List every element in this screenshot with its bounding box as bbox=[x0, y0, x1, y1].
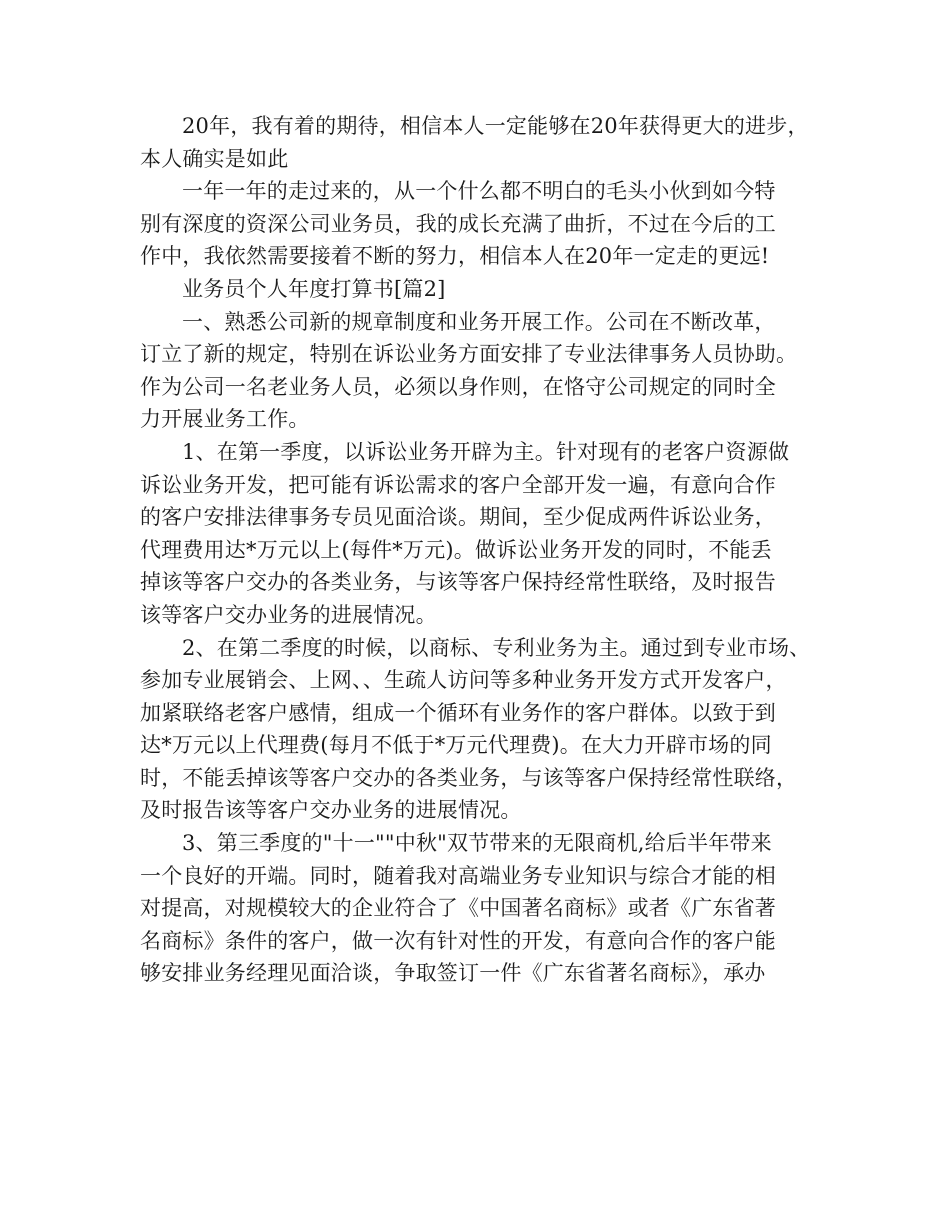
text-line: 时，不能丢掉该等客户交办的各类业务，与该等客户保持经常性联络， bbox=[140, 765, 798, 790]
text-line: 名商标》条件的客户，做一次有针对性的开发，有意向合作的客户能 bbox=[140, 928, 776, 953]
text-line: 一个良好的开端。同时，随着我对高端业务专业知识与综合才能的相 bbox=[140, 863, 776, 888]
document-body bbox=[140, 110, 830, 990]
text-line: 诉讼业务开发，把可能有诉讼需求的客户全部开发一遍，有意向合作 bbox=[140, 472, 776, 497]
text-line: 别有深度的资深公司业务员，我的成长充满了曲折，不过在今后的工 bbox=[140, 211, 776, 236]
text-line: 达*万元以上代理费(每月不低于*万元代理费)。在大力开辟市场的同 bbox=[140, 733, 772, 758]
text-line: 作中，我依然需要接着不断的努力，相信本人在20年一定走的更远! bbox=[140, 244, 770, 269]
paragraph bbox=[140, 306, 830, 436]
paragraph bbox=[140, 632, 830, 828]
section-heading bbox=[140, 273, 830, 306]
text-line: 代理费用达*万元以上(每件*万元)。做诉讼业务开发的同时，不能丢 bbox=[140, 537, 772, 562]
paragraph bbox=[140, 175, 830, 273]
text-line: 该等客户交办业务的进展情况。 bbox=[140, 602, 437, 627]
text-line: 2、在第二季度的时候，以商标、专利业务为主。通过到专业市场、 bbox=[182, 635, 811, 660]
text-line: 作为公司一名老业务人员，必须以身作则，在恪守公司规定的同时全 bbox=[140, 374, 776, 399]
paragraph bbox=[140, 436, 830, 632]
text-line: 力开展业务工作。 bbox=[140, 407, 310, 432]
text-line: 及时报告该等客户交办业务的进展情况。 bbox=[140, 798, 522, 823]
text-line: 3、第三季度的"十一""中秋"双节带来的无限商机,给后半年带来 bbox=[182, 831, 772, 856]
text-line: 掉该等客户交办的各类业务，与该等客户保持经常性联络，及时报告 bbox=[140, 570, 776, 595]
paragraph bbox=[140, 110, 830, 175]
text-line: 加紧联络老客户感情，组成一个循环有业务作的客户群体。以致于到 bbox=[140, 700, 776, 725]
text-line: 业务员个人年度打算书[篇2] bbox=[182, 276, 446, 301]
text-line: 一、熟悉公司新的规章制度和业务开展工作。公司在不断改革， bbox=[182, 309, 776, 334]
text-line: 参加专业展销会、上网、、生疏人访问等多种业务开发方式开发客户， bbox=[140, 668, 787, 693]
text-line: 够安排业务经理见面洽谈，争取签订一件《广东省著名商标》，承办 bbox=[140, 961, 766, 986]
text-line: 订立了新的规定，特别在诉讼业务方面安排了专业法律事务人员协助。 bbox=[140, 342, 798, 367]
text-line: 一年一年的走过来的，从一个什么都不明白的毛头小伙到如今特 bbox=[182, 179, 776, 204]
paragraph bbox=[140, 827, 830, 990]
text-line: 本人确实是如此 bbox=[140, 146, 289, 171]
text-line: 20年，我有着的期待，相信本人一定能够在20年获得更大的进步， bbox=[182, 114, 809, 138]
text-line: 对提高，对规模较大的企业符合了《中国著名商标》或者《广东省著 bbox=[140, 896, 776, 921]
text-line: 1、在第一季度，以诉讼业务开辟为主。针对现有的老客户资源做 bbox=[182, 439, 790, 464]
text-line: 的客户安排法律事务专员见面洽谈。期间，至少促成两件诉讼业务， bbox=[140, 505, 776, 530]
